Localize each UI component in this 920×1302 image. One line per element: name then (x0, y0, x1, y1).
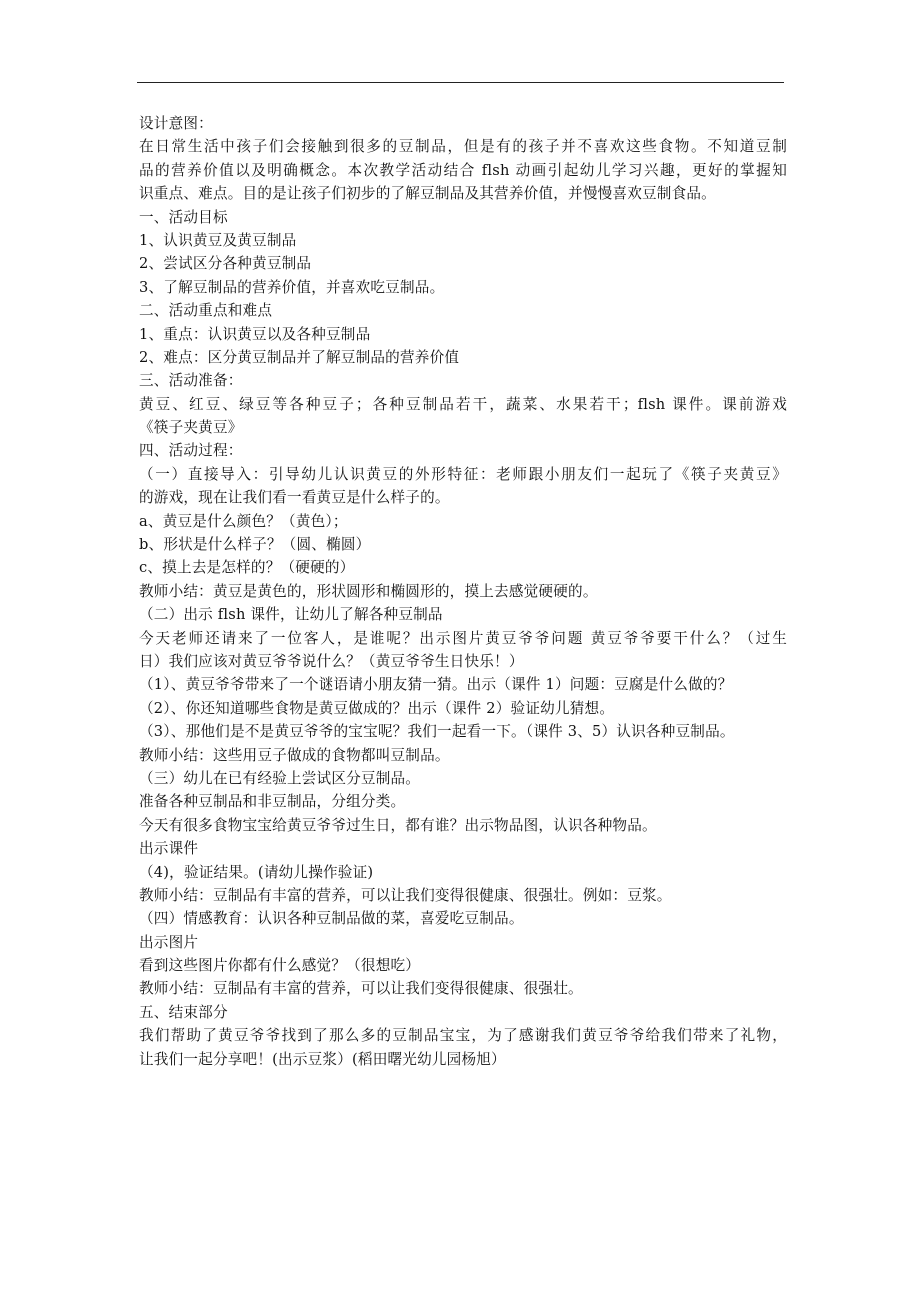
paragraph-line: 看到这些图片你都有什么感觉？（很想吃） (139, 957, 421, 975)
paragraph-line: （一）直接导入：引导幼儿认识黄豆的外形特征：老师跟小朋友们一起玩了《筷子夹黄豆》 (139, 465, 787, 483)
header-rule (137, 82, 784, 83)
list-item: a、黄豆是什么颜色？（黄色）； (139, 512, 348, 530)
list-item: 1、认识黄豆及黄豆制品 (139, 231, 297, 249)
subsection-heading: （三）幼儿在已有经验上尝试区分豆制品。 (139, 769, 421, 787)
section-heading-design-intent: 设计意图： (139, 115, 213, 132)
subsection-heading: （四）情感教育：认识各种豆制品做的菜，喜爱吃豆制品。 (139, 910, 524, 928)
section-heading-preparation: 三、活动准备： (139, 372, 243, 390)
paragraph-line: 我们帮助了黄豆爷爷找到了那么多的豆制品宝宝，为了感谢我们黄豆爷爷给我们带来了礼物， (139, 1027, 787, 1045)
section-heading-process: 四、活动过程： (139, 442, 243, 460)
paragraph-line: 出示课件 (139, 840, 199, 858)
list-item: 2、难点：区分黄豆制品并了解豆制品的营养价值 (139, 348, 460, 366)
list-item: 2、尝试区分各种黄豆制品 (139, 255, 312, 273)
list-item: 1、重点：认识黄豆以及各种豆制品 (139, 325, 371, 343)
paragraph-line: 让我们一起分享吧！(出示豆浆）(稻田曙光幼儿园杨旭） (139, 1050, 506, 1068)
list-item: b、形状是什么样子？（圆、椭圆） (139, 536, 371, 554)
list-item: （1）、黄豆爷爷带来了一个谜语请小朋友猜一猜。出示（课件 1）问题：豆腐是什么做的？ (139, 676, 733, 694)
paragraph-line: 品的营养价值以及明确概念。本次教学活动结合 flsh 动画引起幼儿学习兴趣，更好的掌握知 (139, 161, 787, 179)
paragraph-line: 《筷子夹黄豆》 (139, 419, 243, 437)
section-heading-ending: 五、结束部分 (139, 1003, 228, 1021)
paragraph-line: 识重点、难点。目的是让孩子们初步的了解豆制品及其营养价值，并慢慢喜欢豆制食品。 (139, 185, 716, 203)
teacher-summary: 教师小结：豆制品有丰富的营养，可以让我们变得很健康、很强壮。 (139, 980, 583, 998)
list-item: c、摸上去是怎样的？（硬硬的） (139, 559, 355, 577)
document-body (139, 112, 787, 1071)
paragraph-line: 准备各种豆制品和非豆制品，分组分类。 (139, 793, 406, 811)
subsection-heading: （二）出示 flsh 课件，让幼儿了解各种豆制品 (139, 606, 443, 624)
teacher-summary: 教师小结：这些用豆子做成的食物都叫豆制品。 (139, 746, 450, 764)
teacher-summary: 教师小结：豆制品有丰富的营养，可以让我们变得很健康、很强壮。例如：豆浆。 (139, 886, 672, 904)
paragraph-line: 出示图片 (139, 933, 199, 951)
paragraph-line: 的游戏，现在让我们看一看黄豆是什么样子的。 (139, 489, 450, 507)
teacher-summary: 教师小结：黄豆是黄色的，形状圆形和椭圆形的，摸上去感觉硬硬的。 (139, 582, 598, 600)
paragraph-line: 今天有很多食物宝宝给黄豆爷爷过生日，都有谁？出示物品图，认识各种物品。 (139, 816, 657, 834)
paragraph-line: 黄豆、红豆、绿豆等各种豆子；各种豆制品若干，蔬菜、水果若干；flsh 课件。课前游戏 (139, 395, 787, 413)
paragraph-line: 今天老师还请来了一位客人，是谁呢？出示图片黄豆爷爷问题 黄豆爷爷要干什么？（过生 (139, 629, 787, 647)
list-item: （3）、那他们是不是黄豆爷爷的宝宝呢？我们一起看一下。（课件 3、5）认识各种豆制品。 (139, 723, 735, 741)
section-heading-key-points: 二、活动重点和难点 (139, 302, 273, 320)
list-item: （2）、你还知道哪些食物是黄豆做成的？出示（课件 2）验证幼儿猜想。 (139, 699, 615, 717)
list-item: 3、了解豆制品的营养价值，并喜欢吃豆制品。 (139, 278, 445, 296)
list-item: （4)，验证结果。(请幼儿操作验证) (139, 863, 374, 881)
paragraph-line: 在日常生活中孩子们会接触到很多的豆制品，但是有的孩子并不喜欢这些食物。不知道豆制 (139, 138, 787, 156)
section-heading-goals: 一、活动目标 (139, 208, 228, 226)
paragraph-line: 日）我们应该对黄豆爷爷说什么？（黄豆爷爷生日快乐！） (139, 652, 524, 670)
